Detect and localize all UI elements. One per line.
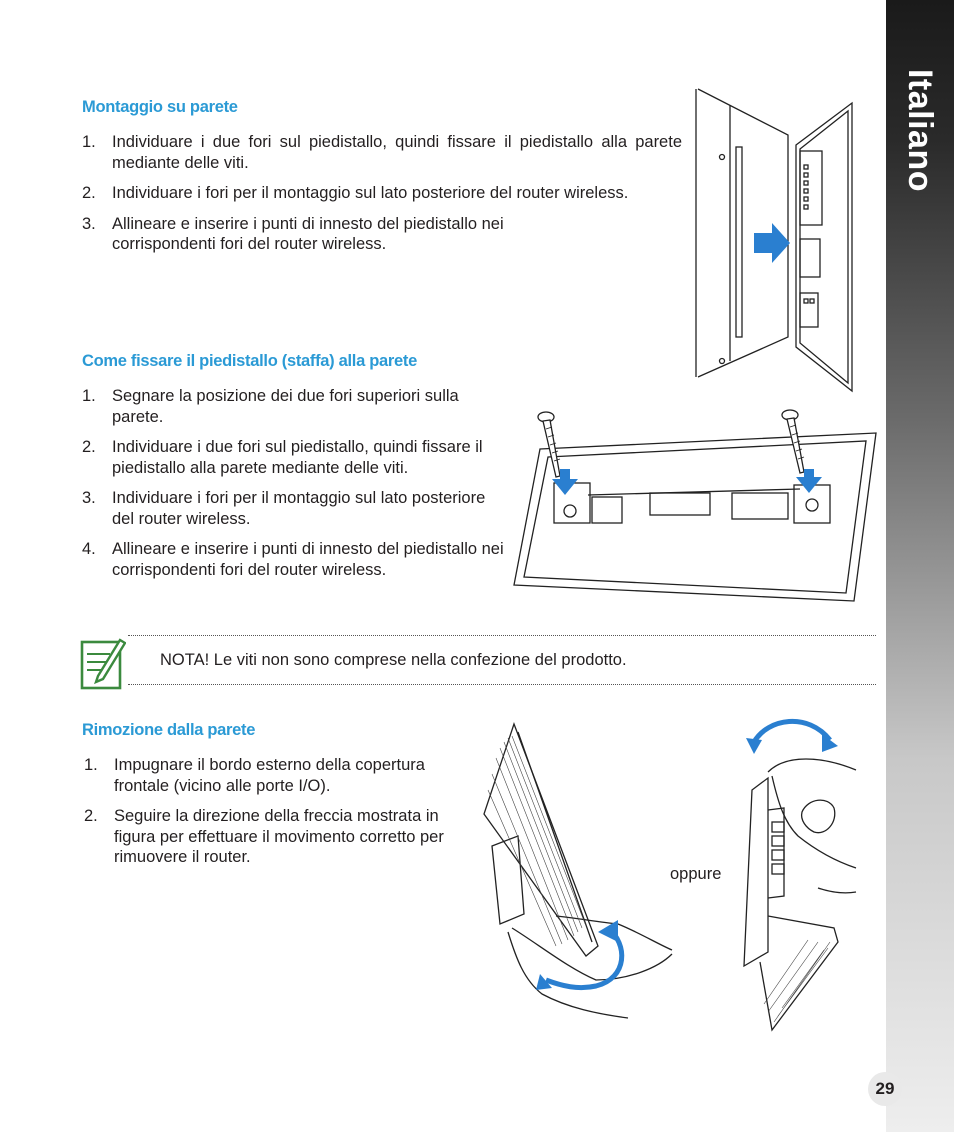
note-text: NOTA! Le viti non sono comprese nella confezione del prodotto. bbox=[160, 651, 627, 669]
wall-mount-steps bbox=[82, 132, 682, 265]
removal-hand-illustration-left bbox=[478, 718, 674, 1030]
note-divider-bottom bbox=[128, 684, 876, 685]
section-heading-wall-mount: Montaggio su parete bbox=[82, 98, 238, 116]
note-pencil-icon bbox=[80, 634, 126, 692]
list-item: 4. Allineare e inserire i punti di innesto del piedistallo nei corrispondenti fori del router wireless. bbox=[82, 540, 504, 579]
page-number: 29 bbox=[868, 1072, 902, 1106]
list-item: 1. Individuare i due fori sul piedistallo, quindi fissare il piedistallo alla parete mediante delle viti. bbox=[82, 133, 682, 172]
list-item: 2. Individuare i fori per il montaggio sul lato posteriore del router wireless. bbox=[82, 184, 629, 202]
note-divider-top bbox=[128, 635, 876, 636]
router-side-illustration bbox=[692, 85, 858, 395]
bracket-steps bbox=[82, 386, 510, 590]
section-heading-bracket: Come fissare il piedistallo (staffa) alla parete bbox=[82, 352, 417, 370]
section-heading-removal: Rimozione dalla parete bbox=[82, 721, 256, 739]
language-tab-label: Italiano bbox=[901, 68, 940, 192]
list-item: 2. Individuare i due fori sul piedistallo, quindi fissare il piedistallo alla parete mediante delle viti. bbox=[82, 438, 483, 477]
list-item: 1. Impugnare il bordo esterno della copertura frontale (vicino alle porte I/O). bbox=[84, 756, 425, 795]
or-label: oppure bbox=[670, 865, 722, 883]
list-item: 1. Segnare la posizione dei due fori superiori sulla parete. bbox=[82, 387, 459, 426]
list-item: 3. Individuare i fori per il montaggio sul lato posteriore del router wireless. bbox=[82, 489, 486, 528]
list-item: 3. Allineare e inserire i punti di innesto del piedistallo nei corrispondenti fori del router wireless. bbox=[82, 214, 504, 253]
bracket-screws-illustration bbox=[510, 405, 880, 605]
removal-hand-illustration-right bbox=[738, 712, 860, 1034]
removal-steps bbox=[84, 755, 474, 878]
list-item: 2. Seguire la direzione della freccia mostrata in figura per effettuare il movimento corretto per rimuovere il router. bbox=[84, 807, 444, 866]
